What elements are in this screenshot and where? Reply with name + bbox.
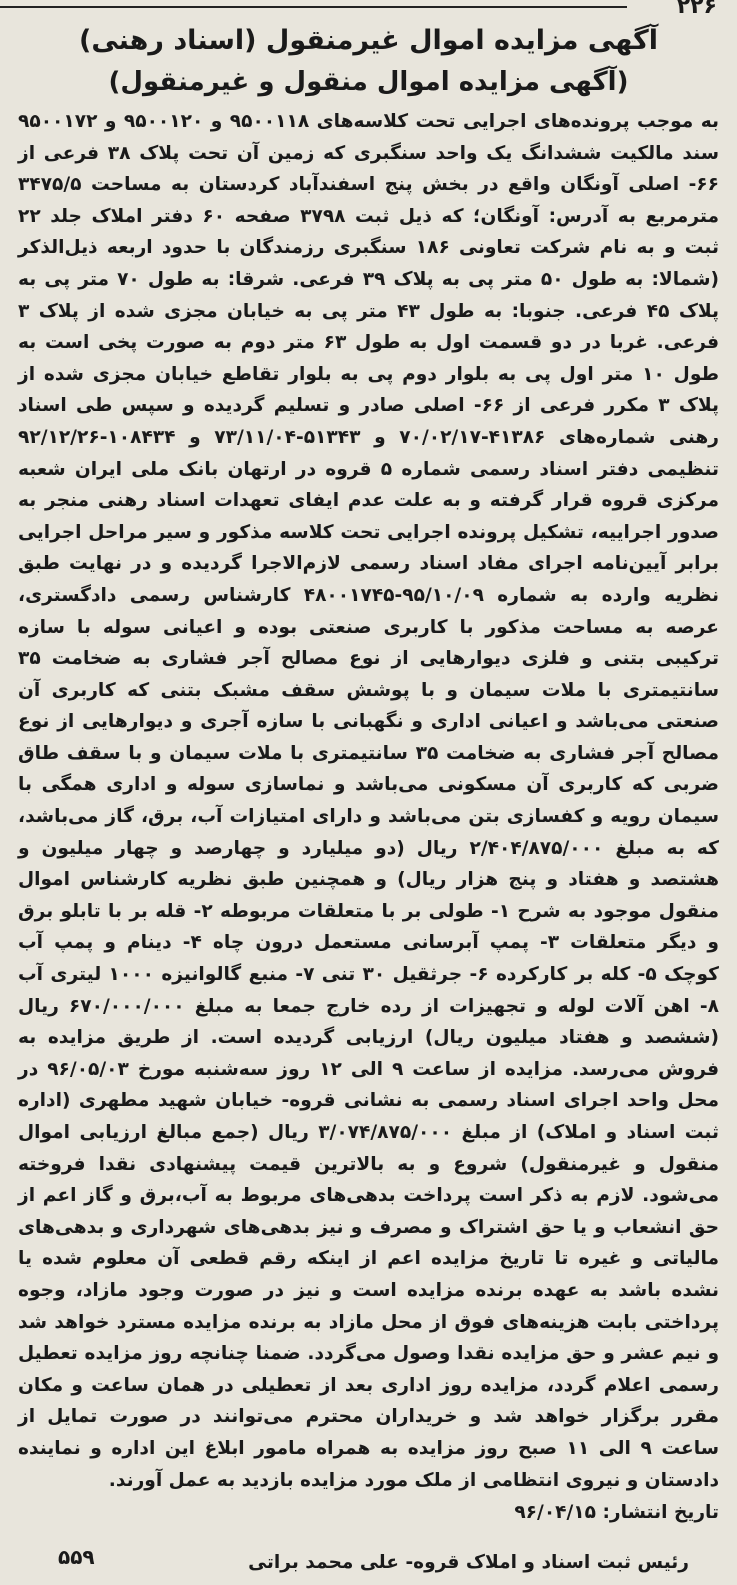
top-divider xyxy=(0,6,627,8)
notice-subtitle: (آگهی مزایده اموال منقول و غیرمنقول) xyxy=(108,67,629,97)
page-number-top: ۲۲۶ xyxy=(676,0,717,19)
notice-body: به موجب پرونده‌های اجرایی تحت کلاسه‌های ۹۵۰۰۱۱۸ و ۹۵۰۰۱۲۰ و ۹۵۰۰۱۷۲ سند مالکیت ششدانگ یک واحد سنگبری که زمین آن تحت پلاک ۳۸ فرعی از ۶۶- اصلی آونگان واقع در بخش پنج اسفندآباد کردستان به مساحت ۳۴۷۵/۵ مترمربع به آدرس: آونگان؛ که ذیل ثبت ۳۷۹۸ صفحه ۶۰ دفتر املاک جلد ۲۲ ثبت و به نام شرکت تعاونی ۱۸۶ سنگبری رزمندگان با حدود اربعه ذیل‌الذکر (شمالا: به طول ۵۰ متر پی به پلاک ۳۹ فرعی. شرقا: به طول ۷۰ متر پی به پلاک ۴۵ فرعی. جنوبا: به طول ۴۳ متر پی به خیابان مجزی شده از پلاک ۳ فرعی. غربا در دو قسمت اول به طول ۶۳ متر دوم به صورت پخی است به طول ۱۰ متر اول پی به بلوار دوم پی به بلوار تقاطع خیابان مجزی شده از پلاک ۳ مکرر فرعی از ۶۶- اصلی صادر و تسلیم گردیده و سپس طی اسناد رهنی شماره‌های ۴۱۳۸۶-۷۰/۰۲/۱۷ و ۵۱۳۴۳-۷۳/۱۱/۰۴ و ۱۰۸۴۳۴-۹۲/۱۲/۲۶ تنظیمی دفتر اسناد رسمی شماره ۵ قروه در ارتهان بانک ملی ایران شعبه مرکزی قروه قرار گرفته و به علت عدم ایفای تعهدات اسناد رهنی منجر به صدور اجراییه، تشکیل پرونده اجرایی تحت کلاسه مذکور و سیر مراحل اجرایی برابر آیین‌نامه اجرای مفاد اسناد رسمی لازم‌الاجرا گردیده و در نهایت طبق نظریه وارده به شماره ۹۵/۱۰/۰۹-۴۸۰۰۱۷۴۵ کارشناس رسمی دادگستری، عرصه به مساحت مذکور با کاربری صنعتی بوده و اعیانی سوله با سازه ترکیبی بتنی و فلزی دیوارهایی از نوع مصالح آجر فشاری به ضخامت ۳۵ سانتیمتری با ملات سیمان و با پوشش سقف مشبک بتنی که کاربری آن صنعتی می‌باشد و اعیانی اداری و نگهبانی با سازه آجری و دیوارهایی از نوع مصالح آجر فشاری به ضخامت ۳۵ سانتیمتری با ملات سیمان و با سقف طاق ضربی که کاربری آن مسکونی می‌باشد و نماسازی سوله و اداری همگی با سیمان رویه و کفسازی بتن می‌باشد و دارای امتیازات آب، برق، گاز می‌باشد، که به مبلغ ۲/۴۰۴/۸۷۵/۰۰۰ ریال (دو میلیارد و چهارصد و چهار میلیون و هشتصد و هفتاد و پنج هزار ریال) و همچنین طبق نظریه کارشناس اموال منقول موجود به شرح ۱- طولی بر با متعلقات مربوطه ۲- قله بر با تابلو برق و دیگر متعلقات ۳- پمپ آبرسانی مستعمل درون چاه ۴- دینام و پمپ آب کوچک ۵- کله بر کارکرده ۶- جرثقیل ۳۰ تنی ۷- منبع گالوانیزه ۱۰۰۰ لیتری آب ۸- اهن آلات لوله و تجهیزات از رده خارج جمعا به مبلغ ۶۷۰/۰۰۰/۰۰۰ ریال (ششصد و هفتاد میلیون ریال) ارزیابی گردیده است. از طریق مزایده به فروش می‌رسد. مزایده از ساعت ۹ الی ۱۲ روز سه‌شنبه مورخ ۹۶/۰۵/۰۳ در محل واحد اجرای اسناد رسمی به نشانی قروه- خیابان شهید مطهری (اداره ثبت اسناد و املاک) از مبلغ ۳/۰۷۴/۸۷۵/۰۰۰ ریال (جمع مبالغ ارزیابی اموال منقول و غیرمنقول) شروع و به بالاترین قیمت پیشنهادی نقدا فروخته می‌شود. لازم به ذکر است پرداخت بدهی‌های مربوط به آب،برق و گاز اعم از حق انشعاب و یا حق اشتراک و مصرف و نیز بدهی‌های شهرداری و بدهی‌های مالیاتی و غیره تا تاریخ مزایده اعم از اینکه رقم قطعی آن معلوم شده یا نشده باشد به عهده برنده مزایده است و نیز در صورت وجود مازاد، وجوه پرداختی بابت هزینه‌های فوق از محل مازاد به برنده مزایده مسترد خواهد شد و نیم عشر و حق مزایده نقدا وصول می‌گردد. ضمنا چنانچه روز مزایده تعطیل رسمی اعلام گردد، مزایده روز اداری بعد از تعطیلی در همان ساعت و مکان مقرر برگزار خواهد شد و خریداران محترم می‌توانند در صورت تمایل از ساعت ۹ الی ۱۱ صبح روز مزایده به همراه مامور ابلاغ این اداره و نماینده دادستان و نیروی انتظامی از ملک مورد مزایده بازدید به عمل آورند. xyxy=(18,111,720,1491)
publication-date: تاریخ انتشار: ۹۶/۰۴/۱۵ xyxy=(514,1502,719,1524)
signature-line: رئیس ثبت اسناد و املاک قروه- علی محمد براتی xyxy=(248,1552,689,1574)
page-number-bottom: ۵۵۹ xyxy=(58,1545,95,1569)
notice-title: آگهی مزایده اموال غیرمنقول (اسناد رهنی) xyxy=(78,25,658,56)
